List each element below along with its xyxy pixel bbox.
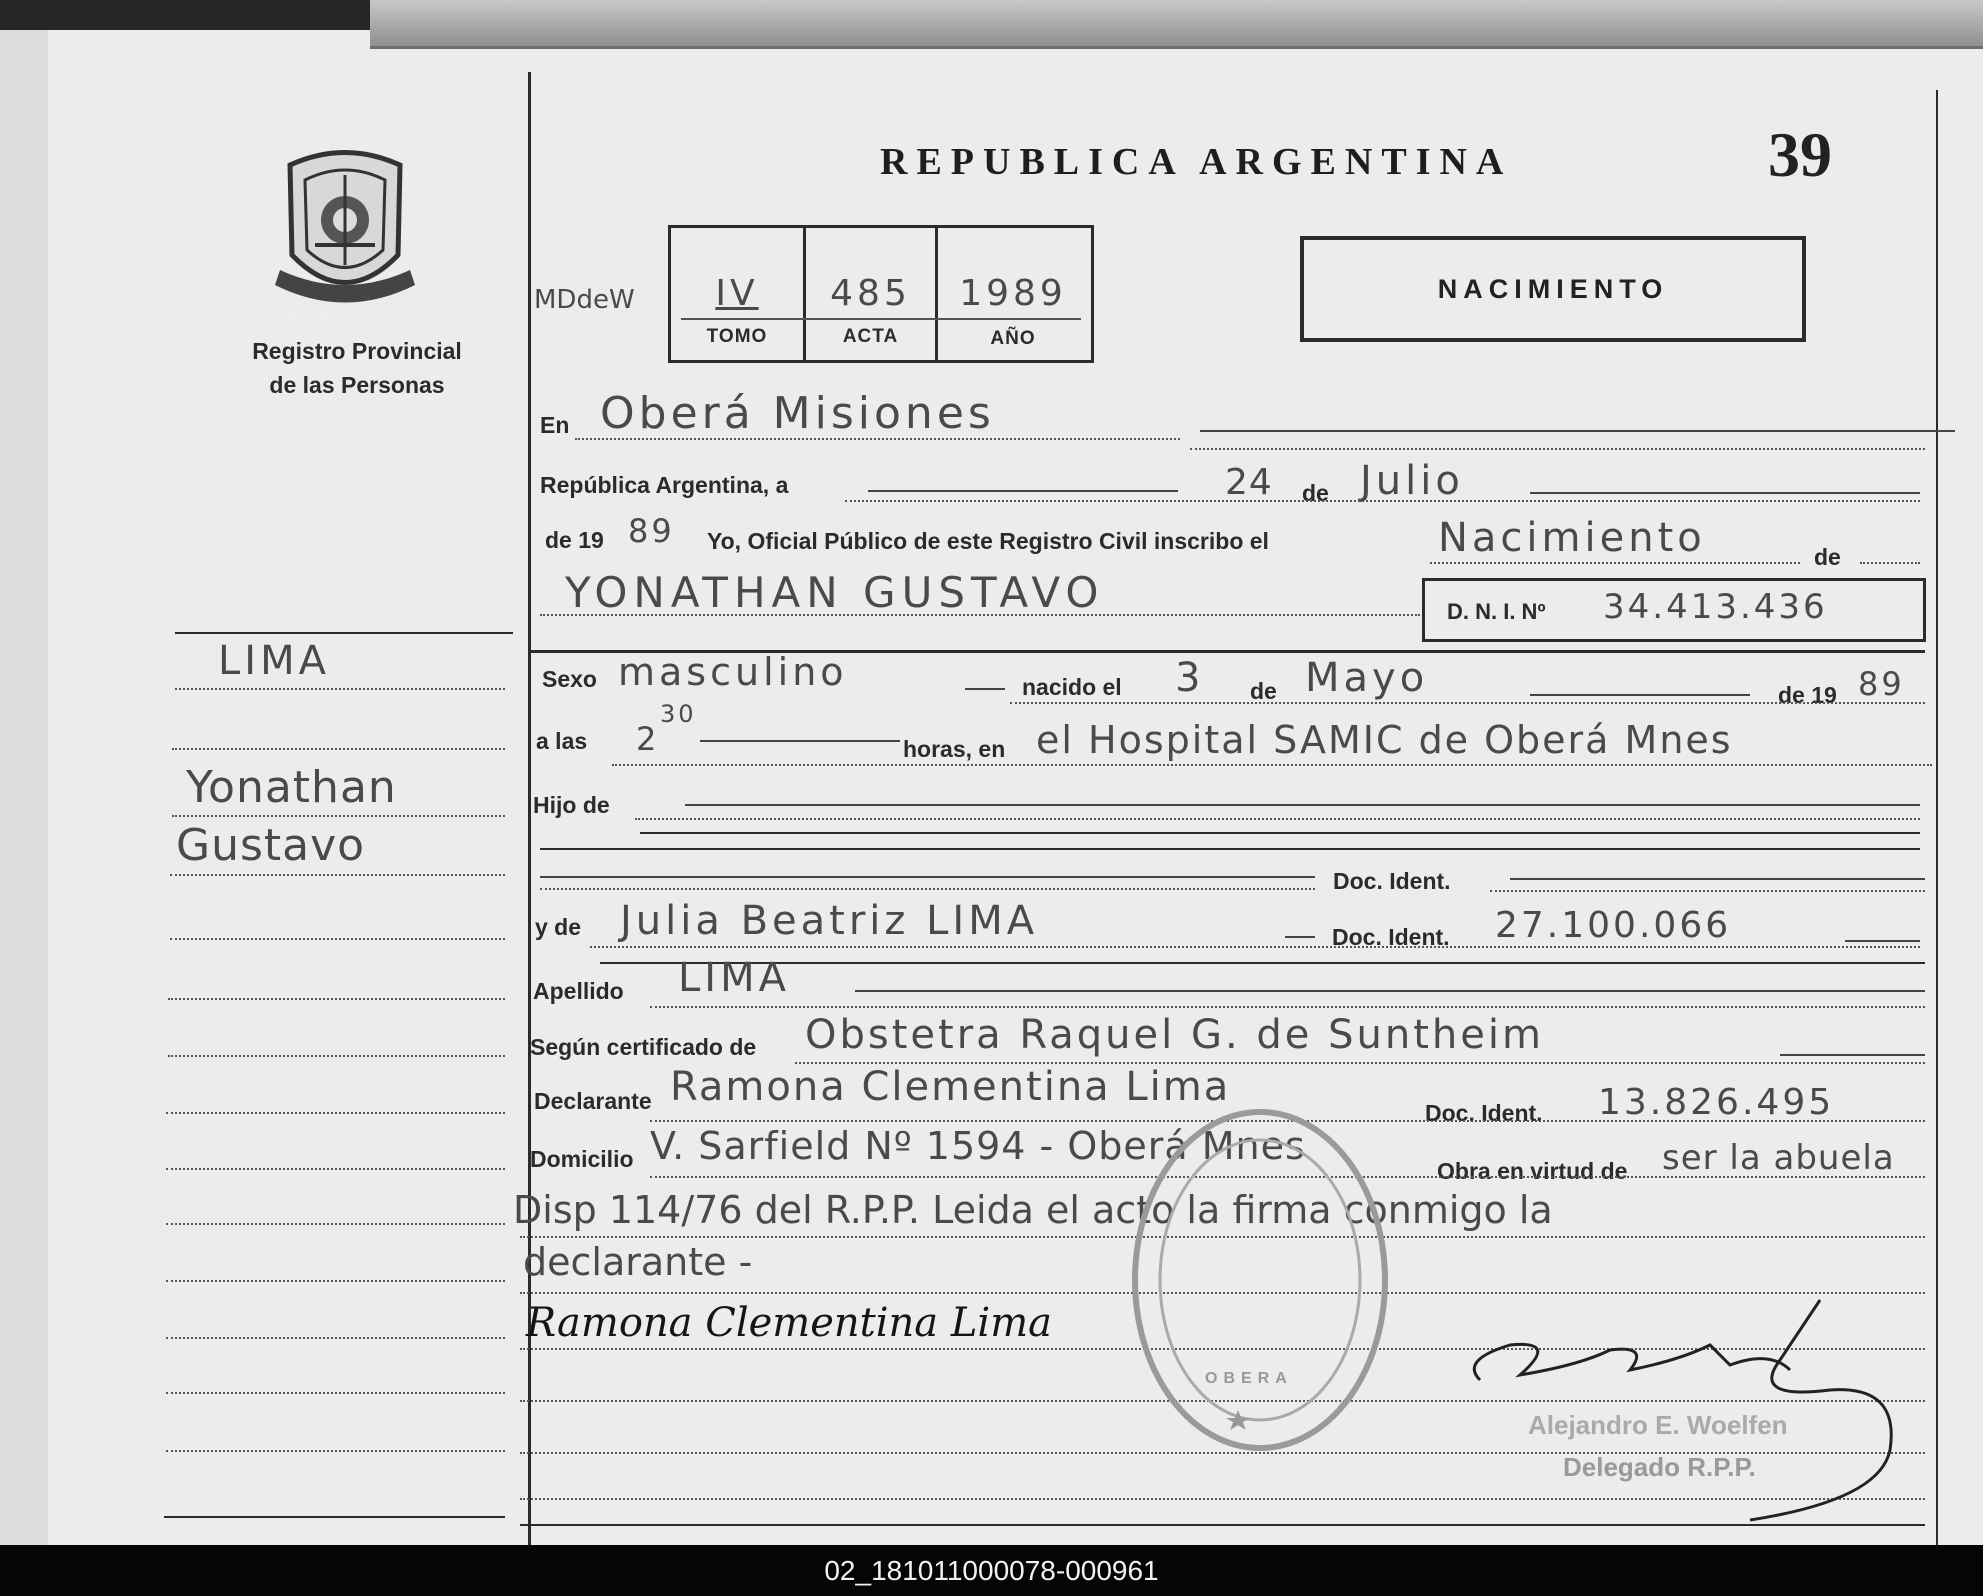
birth-day: 3 [1175, 655, 1205, 701]
margin-name-2: Gustavo [176, 820, 366, 871]
apellido-value: LIMA [678, 955, 790, 1001]
y-de-label: y de [535, 914, 582, 940]
notes-line-1: Disp 114/76 del R.P.P. Leida el acto la firma conmigo la [513, 1188, 1553, 1232]
year-value: 89 [628, 512, 675, 550]
obra-label: Obra en virtud de [1437, 1158, 1628, 1184]
apellido-label: Apellido [533, 978, 624, 1004]
day-value: 24 [1225, 462, 1273, 503]
dni-box [1422, 578, 1926, 642]
book-binding [0, 0, 1983, 30]
doc-ident-label-1: Doc. Ident. [1333, 868, 1451, 894]
book-prefix: MDdeW [534, 285, 635, 315]
seal-caption: MISIONES [285, 310, 346, 320]
page-number: 39 [1768, 119, 1832, 190]
nacido-label: nacido el [1022, 674, 1122, 700]
tomo-value: IV [715, 273, 759, 314]
mother-doc-value: 27.100.066 [1495, 905, 1732, 946]
doc-ident-label-2: Doc. Ident. [1332, 924, 1450, 950]
horas-label: horas, en [903, 736, 1006, 762]
tomo-label: TOMO [706, 326, 768, 347]
margin-name-1: Yonathan [186, 762, 397, 813]
month-value: Julio [1360, 458, 1464, 504]
sexo-label: Sexo [542, 666, 597, 692]
acta-value: 485 [830, 273, 911, 314]
stamp-text: OBERA [1205, 1370, 1293, 1387]
registry-line-2: de las Personas [269, 372, 445, 398]
registry-line-1: Registro Provincial [252, 338, 462, 364]
en-label: En [540, 412, 570, 438]
anio-value: 1989 [959, 273, 1067, 314]
margin-surname: LIMA [218, 638, 330, 684]
official-stamp-icon [1120, 1100, 1400, 1460]
place-value: el Hospital SAMIC de Oberá Mnes [1036, 718, 1733, 762]
notes-line-2: declarante - [523, 1240, 753, 1284]
mother-value: Julia Beatriz LIMA [620, 898, 1039, 944]
certificado-value: Obstetra Raquel G. de Suntheim [805, 1012, 1544, 1058]
record-type: NACIMIENTO [1437, 274, 1669, 304]
republica-label: República Argentina, a [540, 472, 789, 498]
record-type-box [1300, 236, 1806, 342]
obra-value: ser la abuela [1662, 1138, 1895, 1178]
sexo-value: masculino [618, 650, 848, 694]
anio-label: AÑO [990, 328, 1036, 349]
province-seal-icon [270, 145, 420, 315]
declarante-label: Declarante [534, 1088, 652, 1114]
file-id-caption: 02_181011000078-000961 [0, 1545, 1983, 1596]
hijo-label: Hijo de [533, 792, 610, 818]
acta-label: ACTA [842, 326, 899, 347]
declarante-doc-value: 13.826.495 [1598, 1082, 1835, 1123]
domicilio-label: Domicilio [530, 1146, 634, 1172]
doc-ident-label-3: Doc. Ident. [1425, 1100, 1543, 1126]
declarant-signature: Ramona Clementina Lima [526, 1300, 1052, 1346]
domicilio-value: V. Sarfield Nº 1594 - Oberá Mnes [650, 1124, 1306, 1168]
birth-month: Mayo [1305, 655, 1429, 701]
act-value: Nacimiento [1438, 515, 1706, 561]
de-label-3: de [1250, 678, 1277, 704]
de-label-1: de [1302, 480, 1329, 506]
page-gutter [0, 30, 50, 1545]
year-prefix: de 19 [545, 527, 604, 553]
margin-top-rule [175, 632, 513, 634]
minute-value: 30 [660, 700, 697, 728]
dni-label: D. N. I. Nº [1447, 599, 1546, 624]
birth-year-prefix: de 19 [1778, 682, 1837, 708]
official-name: Alejandro E. Woelfen [1528, 1410, 1788, 1440]
child-name: YONATHAN GUSTAVO [565, 568, 1105, 617]
declarante-value: Ramona Clementina Lima [670, 1064, 1231, 1110]
de-label-2: de [1814, 544, 1841, 570]
a-las-label: a las [536, 728, 588, 754]
certificado-label: Según certificado de [530, 1034, 757, 1060]
hour-value: 2 [636, 720, 660, 758]
dni-value: 34.413.436 [1603, 587, 1828, 627]
official-title: Delegado R.P.P. [1563, 1452, 1756, 1482]
country-title: REPUBLICA ARGENTINA [880, 141, 1513, 183]
book-reference-box [668, 225, 1094, 363]
oficial-text: Yo, Oficial Público de este Registro Civil inscribo el [707, 528, 1269, 554]
birth-year-value: 89 [1858, 665, 1905, 703]
en-value: Oberá Misiones [600, 388, 995, 439]
